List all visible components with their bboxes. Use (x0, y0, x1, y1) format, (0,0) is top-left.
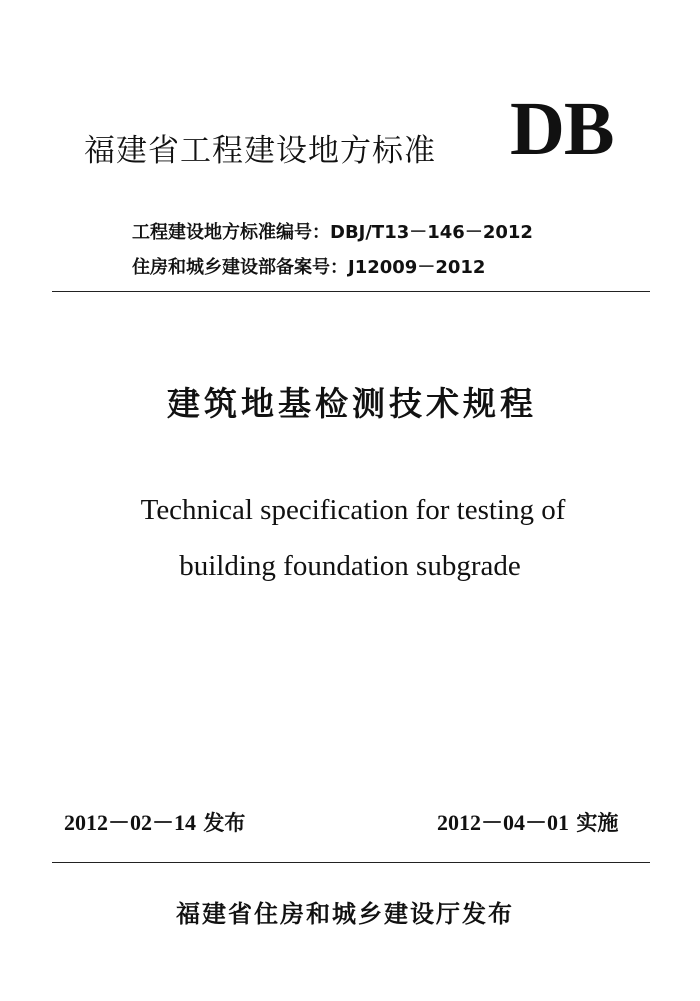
standard-category: 福建省工程建设地方标准 (84, 133, 436, 169)
standard-number: 工程建设地方标准编号：DBJ/T13－146－2012 (132, 222, 533, 243)
db-mark: DB (510, 87, 614, 171)
title-english-line-1: Technical specification for testing of (140, 494, 566, 526)
effective-date-label: 实施 (576, 811, 619, 835)
effective-date-value: 2012－04－01 (437, 810, 570, 835)
title-english-line-2: building foundation subgrade (179, 550, 521, 582)
bottom-divider (52, 862, 650, 863)
publisher: 福建省住房和城乡建设厅发布 (176, 900, 514, 928)
title-chinese: 建筑地基检测技术规程 (167, 384, 537, 423)
title-english (0, 482, 700, 594)
top-divider (52, 291, 650, 292)
filing-number: 住房和城乡建设部备案号：J12009－2012 (132, 257, 486, 278)
standard-codes (132, 215, 533, 285)
issue-date (64, 812, 245, 834)
effective-date (437, 812, 618, 834)
issue-date-value: 2012－02－14 (64, 810, 197, 835)
issue-date-label: 发布 (203, 811, 246, 835)
